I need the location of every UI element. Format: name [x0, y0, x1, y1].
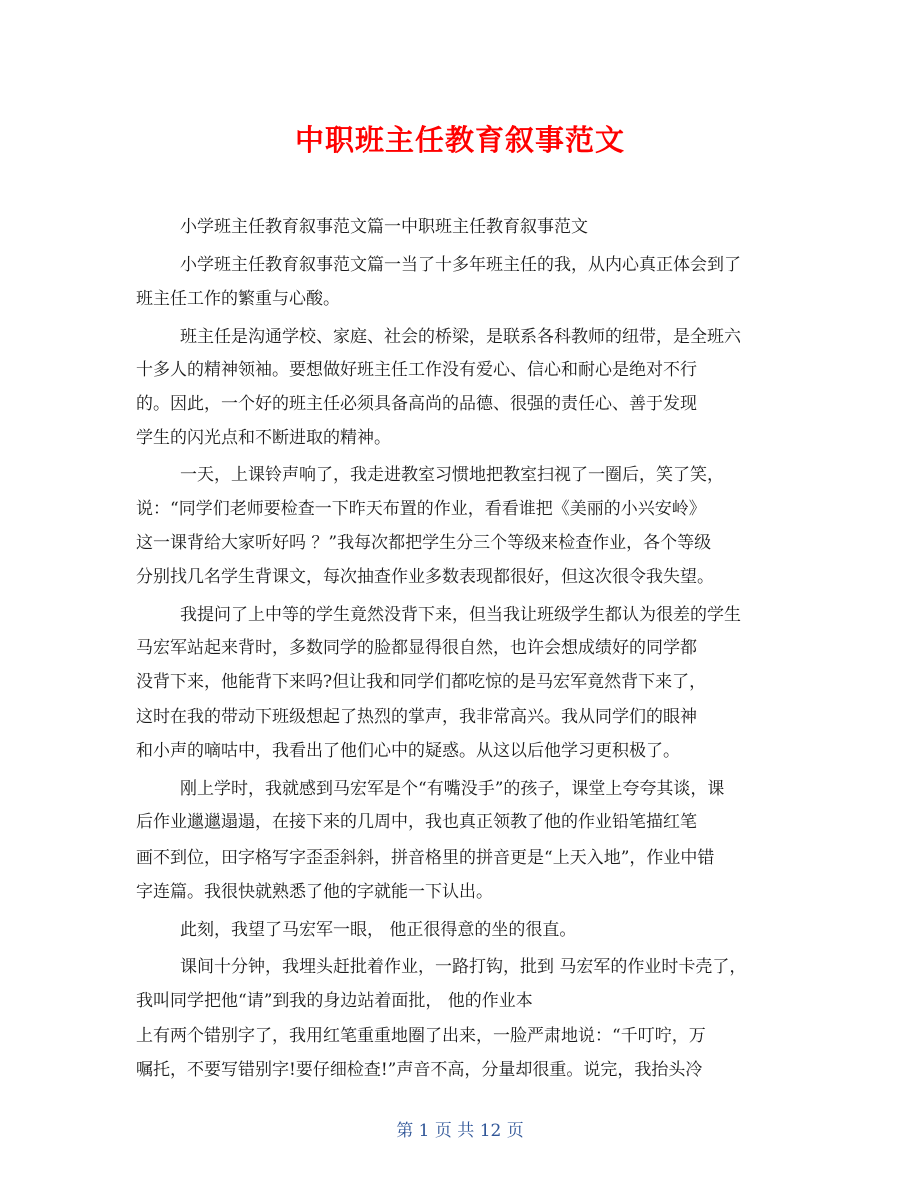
- paragraph-line: 学生的闪光点和不断进取的精神。: [136, 428, 391, 448]
- paragraph-line: 的。因此，一个好的班主任必须具备高尚的品德、很强的责任心、善于发现: [136, 394, 697, 414]
- paragraph-line: 画不到位，田字格写字歪歪斜斜，拼音格里的拼音更是“上天入地”，作业中错: [136, 848, 715, 868]
- paragraph-line: 刚上学时，我就感到马宏军是个“有嘴没手”的孩子，课堂上夸夸其谈，课: [180, 779, 725, 799]
- paragraph-line: 这一课背给大家听好吗 ？”我每次都把学生分三个等级来检查作业，各个等级: [136, 533, 712, 553]
- paragraph-line: 说：“同学们老师要检查一下昨天布置的作业，看看谁把《美丽的小兴安岭》: [136, 499, 706, 519]
- paragraph-line: 小学班主任教育叙事范文篇一当了十多年班主任的我，从内心真正体会到了: [180, 255, 741, 275]
- paragraph-line: 和小声的嘀咕中，我看出了他们心中的疑惑。从这以后他学习更积极了。: [136, 741, 680, 761]
- paragraph-line: 我提问了上中等的学生竟然没背下来，但当我让班级学生都认为很差的学生: [180, 605, 741, 625]
- paragraph-line: 小学班主任教育叙事范文篇一中职班主任教育叙事范文: [180, 217, 588, 237]
- paragraph-line: 马宏军站起来背时，多数同学的脸都显得很自然，也许会想成绩好的同学都: [136, 638, 697, 658]
- paragraph-line: 班主任是沟通学校、家庭、社会的桥梁，是联系各科教师的纽带，是全班六: [180, 327, 741, 347]
- paragraph-line: 十多人的精神领袖。要想做好班主任工作没有爱心、信心和耐心是绝对不行: [136, 360, 697, 380]
- paragraph-line: 这时在我的带动下班级想起了热烈的掌声，我非常高兴。我从同学们的眼神: [136, 707, 697, 727]
- paragraph-line: 字连篇。我很快就熟悉了他的字就能一下认出。: [136, 882, 493, 902]
- paragraph-line: 上有两个错别字了，我用红笔重重地圈了出来，一脸严肃地说：“千叮咛，万: [136, 1026, 706, 1046]
- paragraph-line: 后作业邋邋遢遢，在接下来的几周中，我也真正领教了他的作业铅笔描红笔: [136, 812, 697, 832]
- paragraph-line: 分别找几名学生背课文，每次抽查作业多数表现都很好，但这次很令我失望。: [136, 567, 714, 587]
- paragraph-line: 嘱托，不要写错别字!要仔细检查!”声音不高，分量却很重。说完，我抬头冷: [136, 1060, 703, 1080]
- paragraph-line: 课间十分钟，我埋头赶批着作业，一路打钩，批到 马宏军的作业时卡壳了，: [180, 957, 747, 977]
- paragraph-line: 一天，上课铃声响了，我走进教室习惯地把教室扫视了一圈后，笑了笑，: [180, 465, 724, 485]
- paragraph-line: 此刻，我望了马宏军一眼， 他正很得意的坐的很直。: [180, 920, 577, 940]
- paragraph-line: 没背下来，他能背下来吗?但让我和同学们都吃惊的是马宏军竟然背下来了，: [136, 672, 707, 692]
- paragraph-line: 班主任工作的繁重与心酸。: [136, 289, 340, 309]
- page-number: 第 1 页 共 12 页: [396, 1121, 524, 1141]
- paragraph-line: 我叫同学把他“请”到我的身边站着面批， 他的作业本: [136, 991, 533, 1011]
- document-title: 中职班主任教育叙事范文: [294, 123, 625, 157]
